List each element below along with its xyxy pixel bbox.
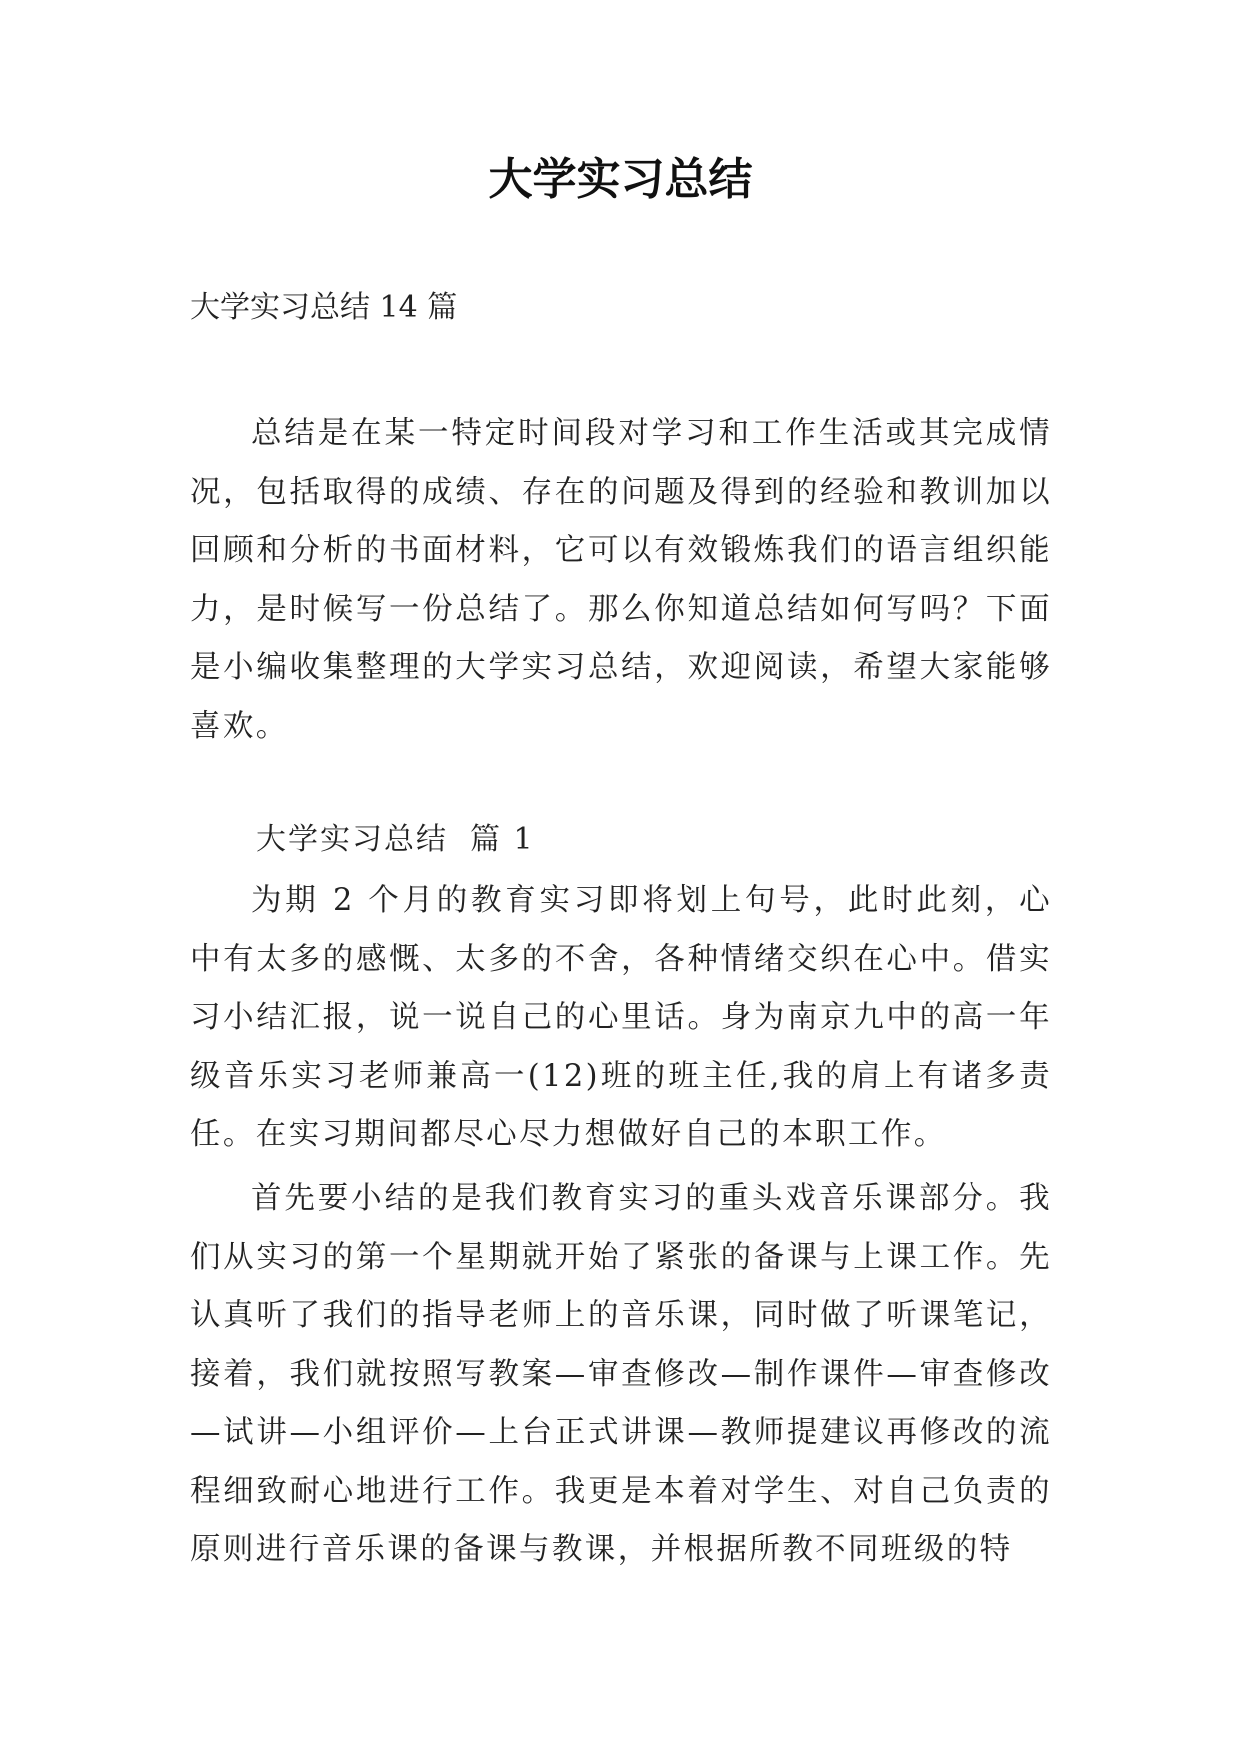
body-paragraph: 首先要小结的是我们教育实习的重头戏音乐课部分。我们从实习的第一个星期就开始了紧张的备课与上课工作。先认真听了我们的指导老师上的音乐课，同时做了听课笔记，接着，我们就按照写教案—审查修改—制作课件—审查修改—试讲—小组评价—上台正式讲课—教师提建议再修改的流程细致耐心地进行工作。我更是本着对学生、对自己负责的原则进行音乐课的备课与教课，并根据所教不同班级的特 [190, 1181, 1052, 1567]
body-paragraph: 为期 2 个月的教育实习即将划上句号，此时此刻，心中有太多的感慨、太多的不舍，各种情绪交织在心中。借实习小结汇报，说一说自己的心里话。身为南京九中的高一年级音乐实习老师兼高一(12)班的班主任,我的肩上有诸多责任。在实习期间都尽心尽力想做好自己的本职工作。 [190, 883, 1052, 1152]
section-heading [256, 818, 535, 862]
document-subtitle: 大学实习总结 14 篇 [190, 290, 458, 325]
section-heading-title: 大学实习总结 [256, 822, 448, 857]
document-title: 大学实习总结 [488, 154, 753, 205]
section-heading-number: 篇 1 [470, 822, 535, 857]
intro-paragraph: 总结是在某一特定时间段对学习和工作生活或其完成情况，包括取得的成绩、存在的问题及得到的经验和教训加以回顾和分析的书面材料，它可以有效锻炼我们的语言组织能力，是时候写一份总结了。那么你知道总结如何写吗？下面是小编收集整理的大学实习总结，欢迎阅读，希望大家能够喜欢。 [190, 416, 1052, 744]
